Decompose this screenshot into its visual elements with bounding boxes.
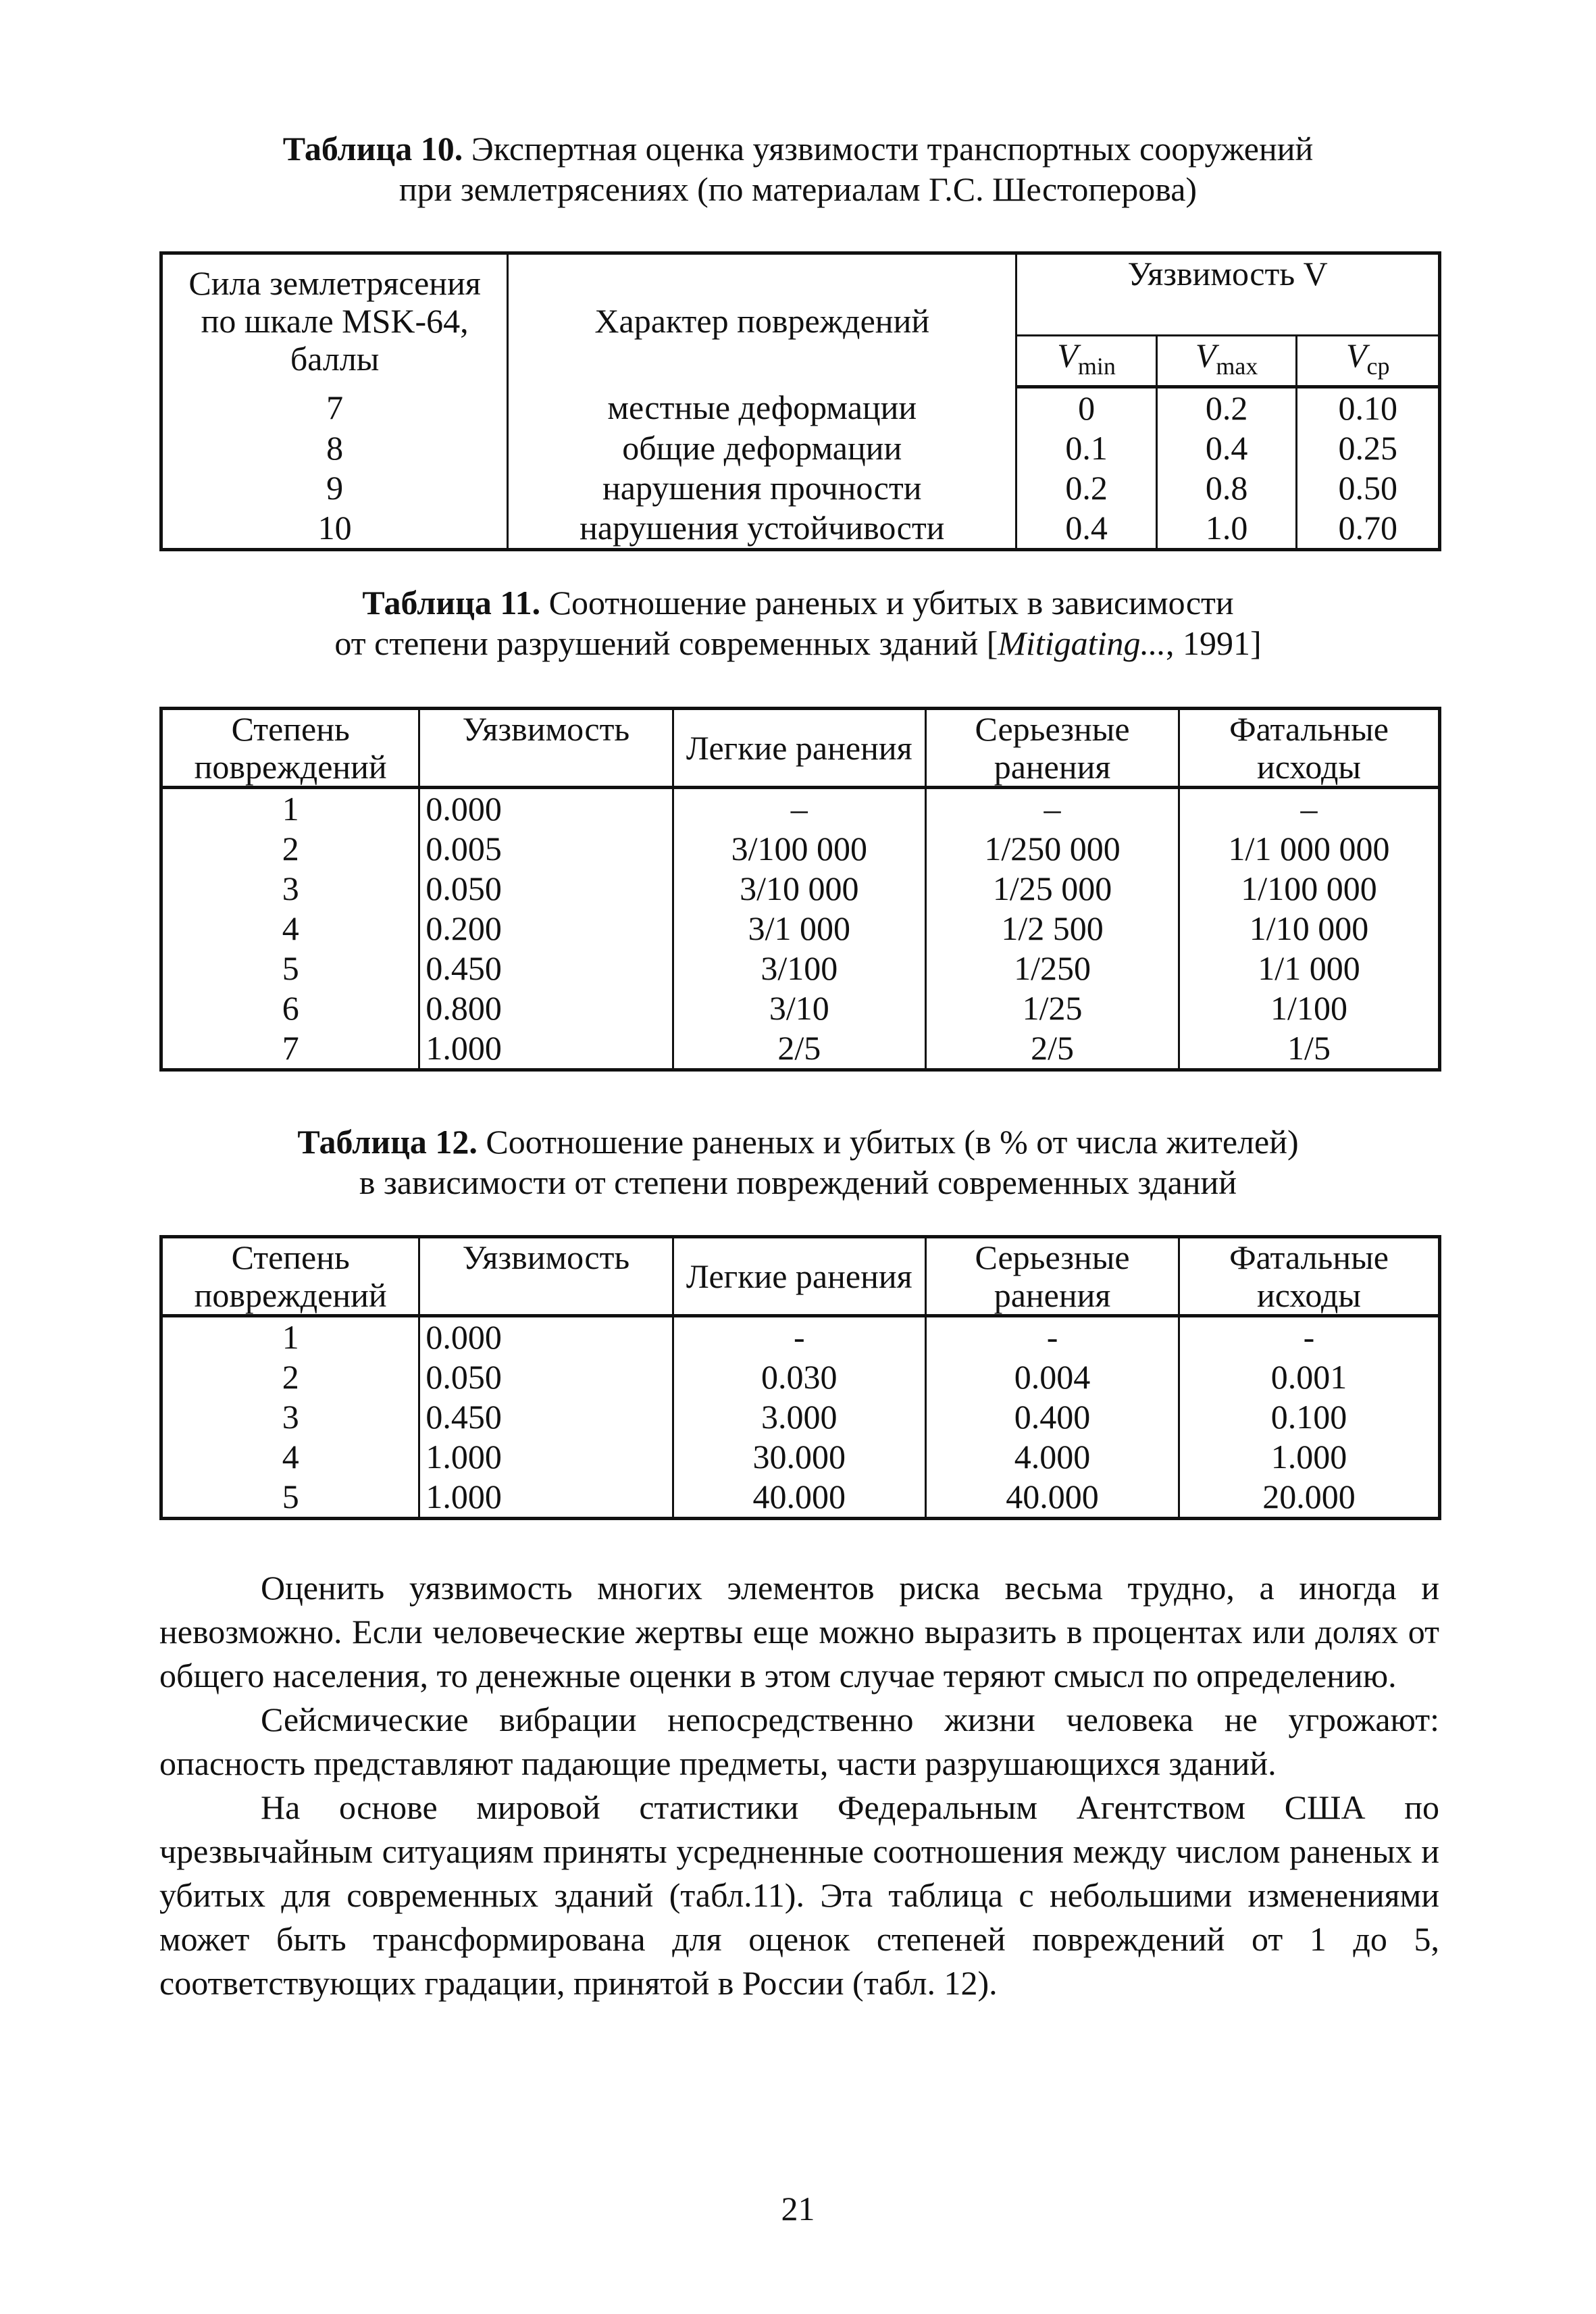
- table-cell: 1/1 000: [1179, 949, 1440, 988]
- table-cell: 1/100: [1179, 988, 1440, 1028]
- table-cell: 0.70: [1297, 508, 1440, 550]
- header-intensity: Сила землетрясения по шкале MSK-64, баллы: [161, 253, 508, 387]
- header-vmin: $V_{min}$: [1016, 336, 1157, 387]
- table-row: [161, 988, 1440, 1028]
- table11: [159, 707, 1441, 1072]
- table-row: [161, 1437, 1440, 1477]
- table-cell: 0.004: [926, 1357, 1179, 1397]
- table-cell: 40.000: [673, 1477, 926, 1519]
- table-cell: 20.000: [1179, 1477, 1440, 1519]
- table-cell: -: [673, 1316, 926, 1358]
- table-cell: -: [926, 1316, 1179, 1358]
- table-cell: 1/2 500: [926, 909, 1179, 949]
- table-row: [161, 468, 1440, 508]
- table10-title-1: Экспертная оценка уязвимости транспортных сооружений: [471, 130, 1314, 168]
- table-row: [161, 949, 1440, 988]
- paragraph-3: На основе мировой статистики Федеральным Агентством США по чрезвычайным ситуациям приняты усредненные соотношения между числом раненых и убитых для современных зданий (табл.11). Эта таблица с небольшими изменениями может быть трансформирована для оценок степеней повреждений от 1 до 5, соответствующих градации, принятой в России (табл. 12).: [159, 1788, 1439, 2002]
- table-cell: 0.050: [419, 869, 673, 909]
- column-header: Фатальные исходы: [1179, 1237, 1440, 1316]
- table-cell: 1/10 000: [1179, 909, 1440, 949]
- table-cell: 4: [161, 909, 419, 949]
- table-cell: 1/100 000: [1179, 869, 1440, 909]
- table-cell: 1/25 000: [926, 869, 1179, 909]
- body-text: [159, 1566, 1439, 2005]
- table-cell: 1.0: [1156, 508, 1297, 550]
- column-header: Уязвимость: [419, 1237, 673, 1316]
- table12-title-2: в зависимости от степени повреждений современных зданий: [359, 1163, 1237, 1201]
- header-vcp: $V_{ср}$: [1297, 336, 1440, 387]
- table-cell: 0.001: [1179, 1357, 1440, 1397]
- table-row: [161, 869, 1440, 909]
- table-row: [161, 508, 1440, 550]
- table-cell: 1.000: [419, 1437, 673, 1477]
- table11-label: Таблица 11.: [362, 584, 541, 622]
- table-cell: 3: [161, 1397, 419, 1437]
- column-header: Легкие ранения: [673, 1237, 926, 1316]
- table-cell: 2/5: [926, 1028, 1179, 1070]
- table-cell: 3: [161, 869, 419, 909]
- table-row: [161, 1316, 1440, 1358]
- table-cell: 0.050: [419, 1357, 673, 1397]
- table-cell: 0.8: [1156, 468, 1297, 508]
- table10-label: Таблица 10.: [282, 130, 463, 168]
- table-cell: нарушения прочности: [508, 468, 1016, 508]
- table-cell: 1: [161, 788, 419, 830]
- table-cell: 0.2: [1016, 468, 1157, 508]
- table-cell: 1/5: [1179, 1028, 1440, 1070]
- column-header: Серьезные ранения: [926, 1237, 1179, 1316]
- table-cell: 7: [161, 1028, 419, 1070]
- table-cell: местные деформации: [508, 387, 1016, 429]
- table-cell: нарушения устойчивости: [508, 508, 1016, 550]
- table-cell: 0.000: [419, 1316, 673, 1358]
- table-row: [161, 1357, 1440, 1397]
- table-row: [161, 909, 1440, 949]
- table11-citation: Mitigating...: [998, 624, 1166, 662]
- table-cell: 3/100 000: [673, 829, 926, 869]
- table-cell: 0.4: [1016, 508, 1157, 550]
- table10-caption: [0, 128, 1596, 209]
- table-cell: 1/1 000 000: [1179, 829, 1440, 869]
- table-cell: 0.50: [1297, 468, 1440, 508]
- paragraph-2: Сейсмические вибрации непосредственно жизни человека не угрожают: опасность представляют падающие предметы, части разрушающихся зданий.: [159, 1701, 1439, 1782]
- table-cell: 0.100: [1179, 1397, 1440, 1437]
- table-cell: 5: [161, 1477, 419, 1519]
- table-cell: 0.400: [926, 1397, 1179, 1437]
- table12-label: Таблица 12.: [297, 1123, 478, 1161]
- table-cell: 9: [161, 468, 508, 508]
- column-header: Степень повреждений: [161, 709, 419, 788]
- table10: [159, 251, 1441, 551]
- table-cell: 0.4: [1156, 428, 1297, 468]
- table-cell: 6: [161, 988, 419, 1028]
- column-header: Степень повреждений: [161, 1237, 419, 1316]
- page-number: 21: [781, 2190, 815, 2228]
- table-cell: 5: [161, 949, 419, 988]
- table-cell: 30.000: [673, 1437, 926, 1477]
- table-row: [161, 788, 1440, 830]
- table-cell: 3/1 000: [673, 909, 926, 949]
- table11-caption: [0, 582, 1596, 663]
- table-cell: 10: [161, 508, 508, 550]
- table12: [159, 1235, 1441, 1520]
- table-cell: –: [926, 788, 1179, 830]
- table12-title-1: Соотношение раненых и убитых (в % от числа жителей): [486, 1123, 1299, 1161]
- table-cell: 4.000: [926, 1437, 1179, 1477]
- table-row: [161, 428, 1440, 468]
- table-row: [161, 829, 1440, 869]
- table-cell: 3/10 000: [673, 869, 926, 909]
- table-cell: общие деформации: [508, 428, 1016, 468]
- table-cell: 0.450: [419, 949, 673, 988]
- table-cell: 0.800: [419, 988, 673, 1028]
- table-cell: 1/250: [926, 949, 1179, 988]
- table-cell: 0.030: [673, 1357, 926, 1397]
- table-cell: 1.000: [419, 1477, 673, 1519]
- table-cell: 8: [161, 428, 508, 468]
- column-header: Легкие ранения: [673, 709, 926, 788]
- table-cell: 2: [161, 829, 419, 869]
- table-cell: 1.000: [1179, 1437, 1440, 1477]
- table-cell: -: [1179, 1316, 1440, 1358]
- table-cell: 1: [161, 1316, 419, 1358]
- table-row: [161, 387, 1440, 429]
- table-cell: 1/25: [926, 988, 1179, 1028]
- table-cell: 0.1: [1016, 428, 1157, 468]
- header-vulnerability: Уязвимость V: [1016, 253, 1440, 336]
- table-cell: 0.10: [1297, 387, 1440, 429]
- column-header: Фатальные исходы: [1179, 709, 1440, 788]
- table-cell: 4: [161, 1437, 419, 1477]
- header-vmax: $V_{max}$: [1156, 336, 1297, 387]
- table-cell: –: [1179, 788, 1440, 830]
- table-cell: 7: [161, 387, 508, 429]
- table12-caption: [0, 1122, 1596, 1203]
- table-cell: 3/100: [673, 949, 926, 988]
- header-damage: Характер повреждений: [508, 253, 1016, 387]
- table-cell: 0.25: [1297, 428, 1440, 468]
- table11-title-2: от степени разрушений современных зданий [: [334, 624, 998, 662]
- table-cell: 0.200: [419, 909, 673, 949]
- paragraph-1: Оценить уязвимость многих элементов риска весьма трудно, а иногда и невозможно. Если человеческие жертвы еще можно выразить в процентах или долях от общего населения, то денежные оценки в этом случае теряют смысл по определению.: [159, 1569, 1439, 1694]
- table-cell: 0.2: [1156, 387, 1297, 429]
- table-cell: 0.005: [419, 829, 673, 869]
- table11-title-1: Соотношение раненых и убитых в зависимости: [548, 584, 1234, 622]
- table-row: [161, 1397, 1440, 1437]
- table-cell: 3.000: [673, 1397, 926, 1437]
- table-cell: 2: [161, 1357, 419, 1397]
- table-cell: 2/5: [673, 1028, 926, 1070]
- table11-title-end: , 1991]: [1165, 624, 1262, 662]
- table-cell: 0: [1016, 387, 1157, 429]
- table-cell: –: [673, 788, 926, 830]
- table10-title-2: при землетрясениях (по материалам Г.С. Шестоперова): [398, 170, 1198, 208]
- table-cell: 0.450: [419, 1397, 673, 1437]
- table-cell: 0.000: [419, 788, 673, 830]
- table-cell: 1/250 000: [926, 829, 1179, 869]
- table-cell: 40.000: [926, 1477, 1179, 1519]
- column-header: Уязвимость: [419, 709, 673, 788]
- table-row: [161, 1477, 1440, 1519]
- column-header: Серьезные ранения: [926, 709, 1179, 788]
- table-cell: 1.000: [419, 1028, 673, 1070]
- table-cell: 3/10: [673, 988, 926, 1028]
- table-row: [161, 1028, 1440, 1070]
